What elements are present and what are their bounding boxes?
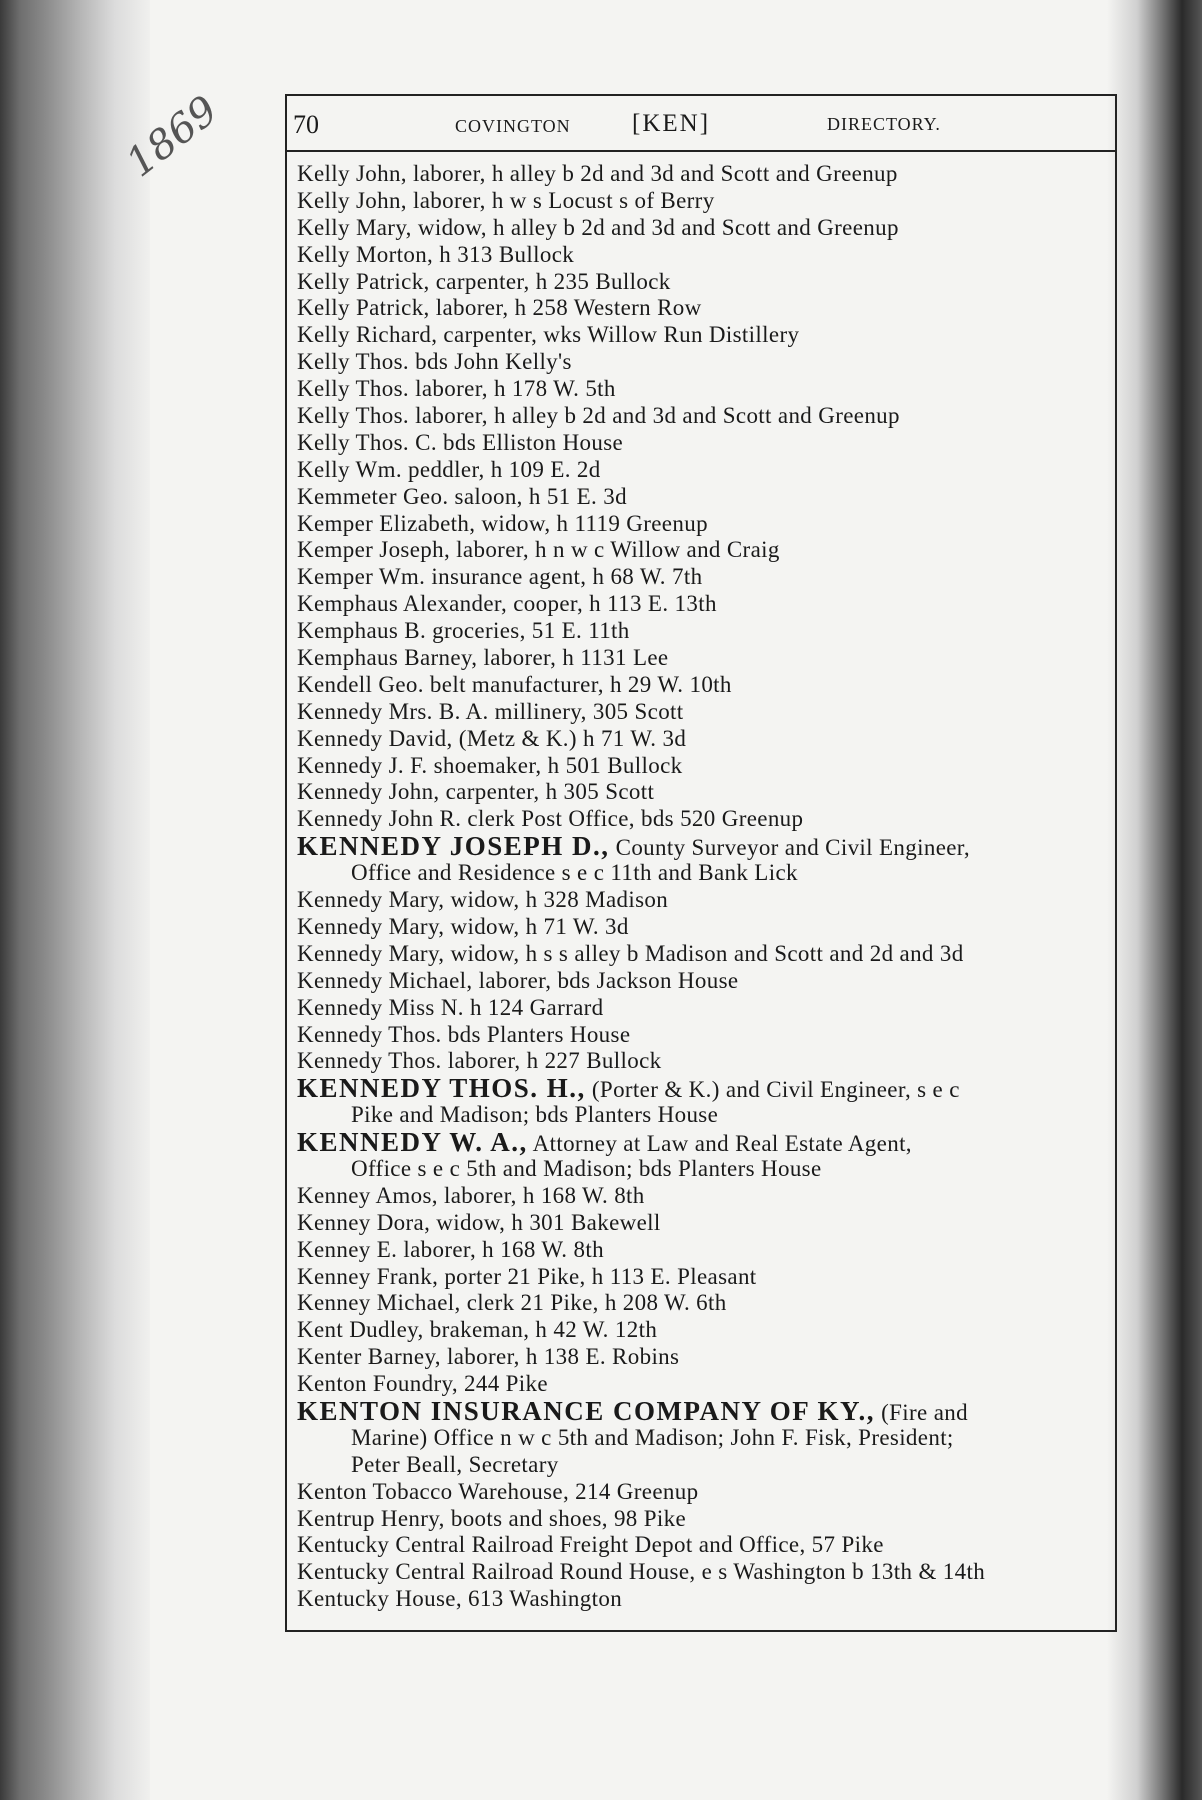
directory-entry-continuation (297, 860, 1111, 887)
directory-entry (297, 242, 1111, 269)
entry-text: Pike and Madison; bds Planters House (351, 1102, 719, 1128)
entry-text: Kennedy Mary, widow, h s s alley b Madison and Scott and 2d and 3d (297, 940, 964, 966)
entry-text: Kemper Joseph, laborer, h n w c Willow and Craig (297, 537, 780, 563)
entry-text: Kentucky Central Railroad Round House, e s Washington b 13th & 14th (297, 1559, 986, 1585)
directory-entry (297, 618, 1111, 645)
directory-entry (297, 322, 1111, 349)
entry-text: Peter Beall, Secretary (351, 1451, 559, 1477)
entry-text: Kennedy J. F. shoemaker, h 501 Bullock (297, 752, 683, 778)
directory-entry (297, 430, 1111, 457)
page-header (287, 96, 1115, 152)
entry-text: (Fire and (875, 1399, 968, 1425)
entry-text: Kemphaus Barney, laborer, h 1131 Lee (297, 645, 669, 671)
entry-text: Kennedy Michael, laborer, bds Jackson House (297, 967, 739, 993)
directory-entry (297, 1264, 1111, 1291)
directory-entry (297, 887, 1111, 914)
directory-entry (297, 753, 1111, 780)
directory-entry (297, 295, 1111, 322)
entry-text: Kennedy Mary, widow, h 71 W. 3d (297, 913, 629, 939)
directory-entry (297, 269, 1111, 296)
directory-entry (297, 941, 1111, 968)
directory-entry (297, 1129, 1111, 1156)
directory-entry (297, 1559, 1111, 1586)
directory-entry-continuation (297, 1102, 1111, 1129)
entry-text: Kendell Geo. belt manufacturer, h 29 W. 10th (297, 671, 732, 697)
directory-entry (297, 215, 1111, 242)
directory-entry (297, 403, 1111, 430)
entry-text: Kentucky Central Railroad Freight Depot and Office, 57 Pike (297, 1532, 884, 1558)
entry-text: Kelly Morton, h 313 Bullock (297, 241, 575, 267)
entry-bold-name: KENNEDY JOSEPH D., (297, 831, 610, 862)
directory-entry (297, 1506, 1111, 1533)
directory-entry (297, 537, 1111, 564)
entry-bold-name: KENNEDY THOS. H., (297, 1073, 586, 1104)
entry-text: Kennedy John R. clerk Post Office, bds 520 Greenup (297, 806, 804, 832)
entry-text: Kentucky House, 613 Washington (297, 1586, 623, 1612)
entry-text: Kennedy Thos. bds Planters House (297, 1021, 631, 1047)
directory-entry (297, 806, 1111, 833)
header-title: DIRECTORY. (827, 114, 941, 134)
directory-entry (297, 1532, 1111, 1559)
entry-text: Kelly Richard, carpenter, wks Willow Run Distillery (297, 322, 800, 348)
directory-entry (297, 1210, 1111, 1237)
entry-text: Kemper Elizabeth, widow, h 1119 Greenup (297, 510, 708, 536)
entry-text: Kelly Thos. bds John Kelly's (297, 349, 572, 375)
directory-entry (297, 726, 1111, 753)
directory-page (285, 94, 1117, 1632)
entry-text: Kenton Tobacco Warehouse, 214 Greenup (297, 1478, 699, 1504)
directory-entry (297, 1479, 1111, 1506)
entry-text: Kenney Dora, widow, h 301 Bakewell (297, 1209, 661, 1235)
entry-text: Kennedy Miss N. h 124 Garrard (297, 994, 604, 1020)
entry-text: Kennedy Thos. laborer, h 227 Bullock (297, 1048, 662, 1074)
directory-entry-continuation (297, 1425, 1111, 1452)
directory-entry (297, 914, 1111, 941)
entry-text: Kemphaus Alexander, cooper, h 113 E. 13th (297, 591, 717, 617)
entry-text: Kelly Thos. laborer, h alley b 2d and 3d and Scott and Greenup (297, 403, 900, 429)
entry-text: (Porter & K.) and Civil Engineer, s e c (585, 1077, 960, 1103)
directory-entry (297, 1395, 1111, 1426)
directory-entry (297, 779, 1111, 806)
entry-text: Kenney Michael, clerk 21 Pike, h 208 W. 6th (297, 1290, 727, 1316)
entry-text: Kenton Foundry, 244 Pike (297, 1371, 548, 1397)
page-number: 70 (293, 110, 319, 139)
directory-entry (297, 699, 1111, 726)
entry-text: Kelly Mary, widow, h alley b 2d and 3d and Scott and Greenup (297, 214, 899, 240)
directory-entry (297, 672, 1111, 699)
entry-text: Kentrup Henry, boots and shoes, 98 Pike (297, 1505, 687, 1531)
entry-text: Kemmeter Geo. saloon, h 51 E. 3d (297, 483, 627, 509)
entry-text: Kemper Wm. insurance agent, h 68 W. 7th (297, 564, 703, 590)
directory-entry (297, 833, 1111, 860)
entry-text: Kennedy David, (Metz & K.) h 71 W. 3d (297, 725, 687, 751)
entry-text: County Surveyor and Civil Engineer, (609, 835, 970, 861)
entry-text: Kelly John, laborer, h alley b 2d and 3d and Scott and Greenup (297, 161, 898, 186)
directory-entry (297, 1183, 1111, 1210)
directory-entry (297, 188, 1111, 215)
entry-text: Office s e c 5th and Madison; bds Planters House (351, 1155, 822, 1181)
directory-entry (297, 1075, 1111, 1102)
entry-text: Kennedy John, carpenter, h 305 Scott (297, 779, 655, 805)
directory-entry (297, 564, 1111, 591)
directory-entry (297, 968, 1111, 995)
directory-entry (297, 161, 1111, 188)
directory-entry (297, 1237, 1111, 1264)
entry-text: Kenney Frank, porter 21 Pike, h 113 E. Pleasant (297, 1263, 757, 1289)
entry-text: Kelly Patrick, laborer, h 258 Western Row (297, 295, 702, 321)
directory-entry (297, 1022, 1111, 1049)
entry-text: Kelly Patrick, carpenter, h 235 Bullock (297, 268, 671, 294)
entry-text: Kenney Amos, laborer, h 168 W. 8th (297, 1182, 645, 1208)
entry-text: Kent Dudley, brakeman, h 42 W. 12th (297, 1317, 658, 1343)
directory-entry (297, 645, 1111, 672)
entry-text: Kenney E. laborer, h 168 W. 8th (297, 1236, 604, 1262)
header-city: COVINGTON (455, 116, 571, 136)
directory-entry (297, 591, 1111, 618)
handwritten-year-annotation: 1869 (118, 87, 227, 187)
directory-entry (297, 1586, 1111, 1613)
directory-entry (297, 1371, 1111, 1398)
header-section: [KEN] (632, 110, 711, 137)
directory-entry (297, 995, 1111, 1022)
directory-entry (297, 1290, 1111, 1317)
page-edge-shadow (1107, 0, 1202, 1800)
directory-entries (297, 161, 1111, 1613)
entry-text: Kelly Wm. peddler, h 109 E. 2d (297, 456, 601, 482)
entry-text: Kelly Thos. laborer, h 178 W. 5th (297, 376, 616, 402)
entry-bold-name: KENTON INSURANCE COMPANY OF KY., (297, 1395, 876, 1426)
book-binding-shadow (0, 0, 150, 1800)
entry-text: Kemphaus B. groceries, 51 E. 11th (297, 618, 630, 644)
entry-text: Office and Residence s e c 11th and Bank Lick (351, 860, 798, 886)
directory-entry (297, 457, 1111, 484)
entry-bold-name: KENNEDY W. A., (297, 1127, 528, 1158)
directory-entry (297, 376, 1111, 403)
directory-entry (297, 1048, 1111, 1075)
directory-entry (297, 1317, 1111, 1344)
entry-text: Kelly John, laborer, h w s Locust s of Berry (297, 187, 715, 213)
directory-entry-continuation (297, 1156, 1111, 1183)
directory-entry (297, 349, 1111, 376)
directory-entry-continuation (297, 1452, 1111, 1479)
directory-entry (297, 484, 1111, 511)
entry-text: Marine) Office n w c 5th and Madison; John F. Fisk, President; (351, 1424, 954, 1450)
entry-text: Attorney at Law and Real Estate Agent, (527, 1131, 912, 1157)
entry-text: Kennedy Mary, widow, h 328 Madison (297, 887, 669, 913)
directory-entry (297, 1344, 1111, 1371)
entry-text: Kennedy Mrs. B. A. millinery, 305 Scott (297, 698, 684, 724)
directory-entry (297, 511, 1111, 538)
entry-text: Kelly Thos. C. bds Elliston House (297, 429, 624, 455)
entry-text: Kenter Barney, laborer, h 138 E. Robins (297, 1344, 680, 1370)
